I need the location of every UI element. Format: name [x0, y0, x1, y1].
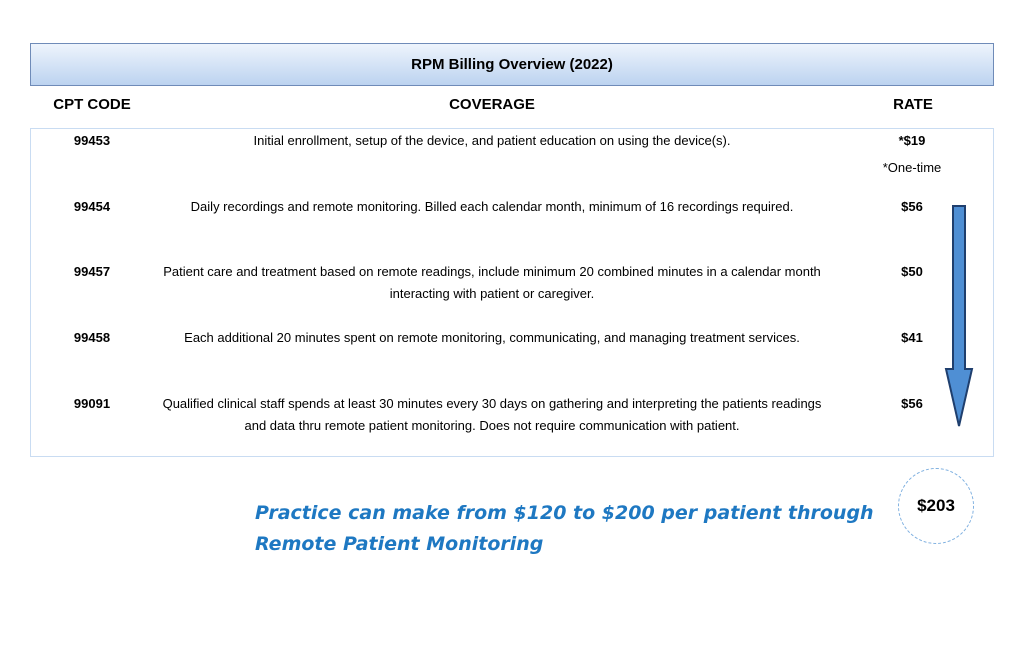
row-rate-note: *One-time [882, 160, 942, 175]
row-rate: $50 [901, 264, 923, 279]
row-code: 99457 [73, 264, 111, 279]
row-rate: $56 [901, 199, 923, 214]
row-coverage: Qualified clinical staff spends at least 30 minutes every 30 days on gathering and interpreting the patients readings and data thru remote patient monitoring. Does not require communication with patient. [162, 396, 822, 433]
row-coverage: Each additional 20 minutes spent on remote monitoring, communicating, and managing treatment services. [184, 330, 800, 345]
row-code: 99091 [73, 396, 111, 411]
header-cpt-code: CPT CODE [53, 96, 131, 113]
header-rate: RATE [893, 96, 933, 113]
row-rate: *$19 [898, 133, 926, 148]
row-code: 99458 [73, 330, 111, 345]
row-code: 99454 [73, 199, 111, 214]
row-rate: $41 [901, 330, 923, 345]
callout-text: Practice can make from $120 to $200 per patient through Remote Patient Monitoring [255, 502, 874, 555]
down-arrow-icon [944, 204, 974, 430]
row-rate: $56 [901, 396, 923, 411]
row-coverage: Daily recordings and remote monitoring. Billed each calendar month, minimum of 16 recordings required. [190, 199, 794, 214]
total-badge: $203 [898, 468, 974, 544]
header-coverage: COVERAGE [449, 96, 535, 113]
table-title: RPM Billing Overview (2022) [30, 43, 994, 86]
row-coverage: Patient care and treatment based on remote readings, include minimum 20 combined minutes in a calendar month interacting with patient or caregiver. [163, 264, 821, 301]
row-coverage: Initial enrollment, setup of the device, and patient education on using the device(s). [253, 133, 731, 148]
row-code: 99453 [73, 133, 111, 148]
